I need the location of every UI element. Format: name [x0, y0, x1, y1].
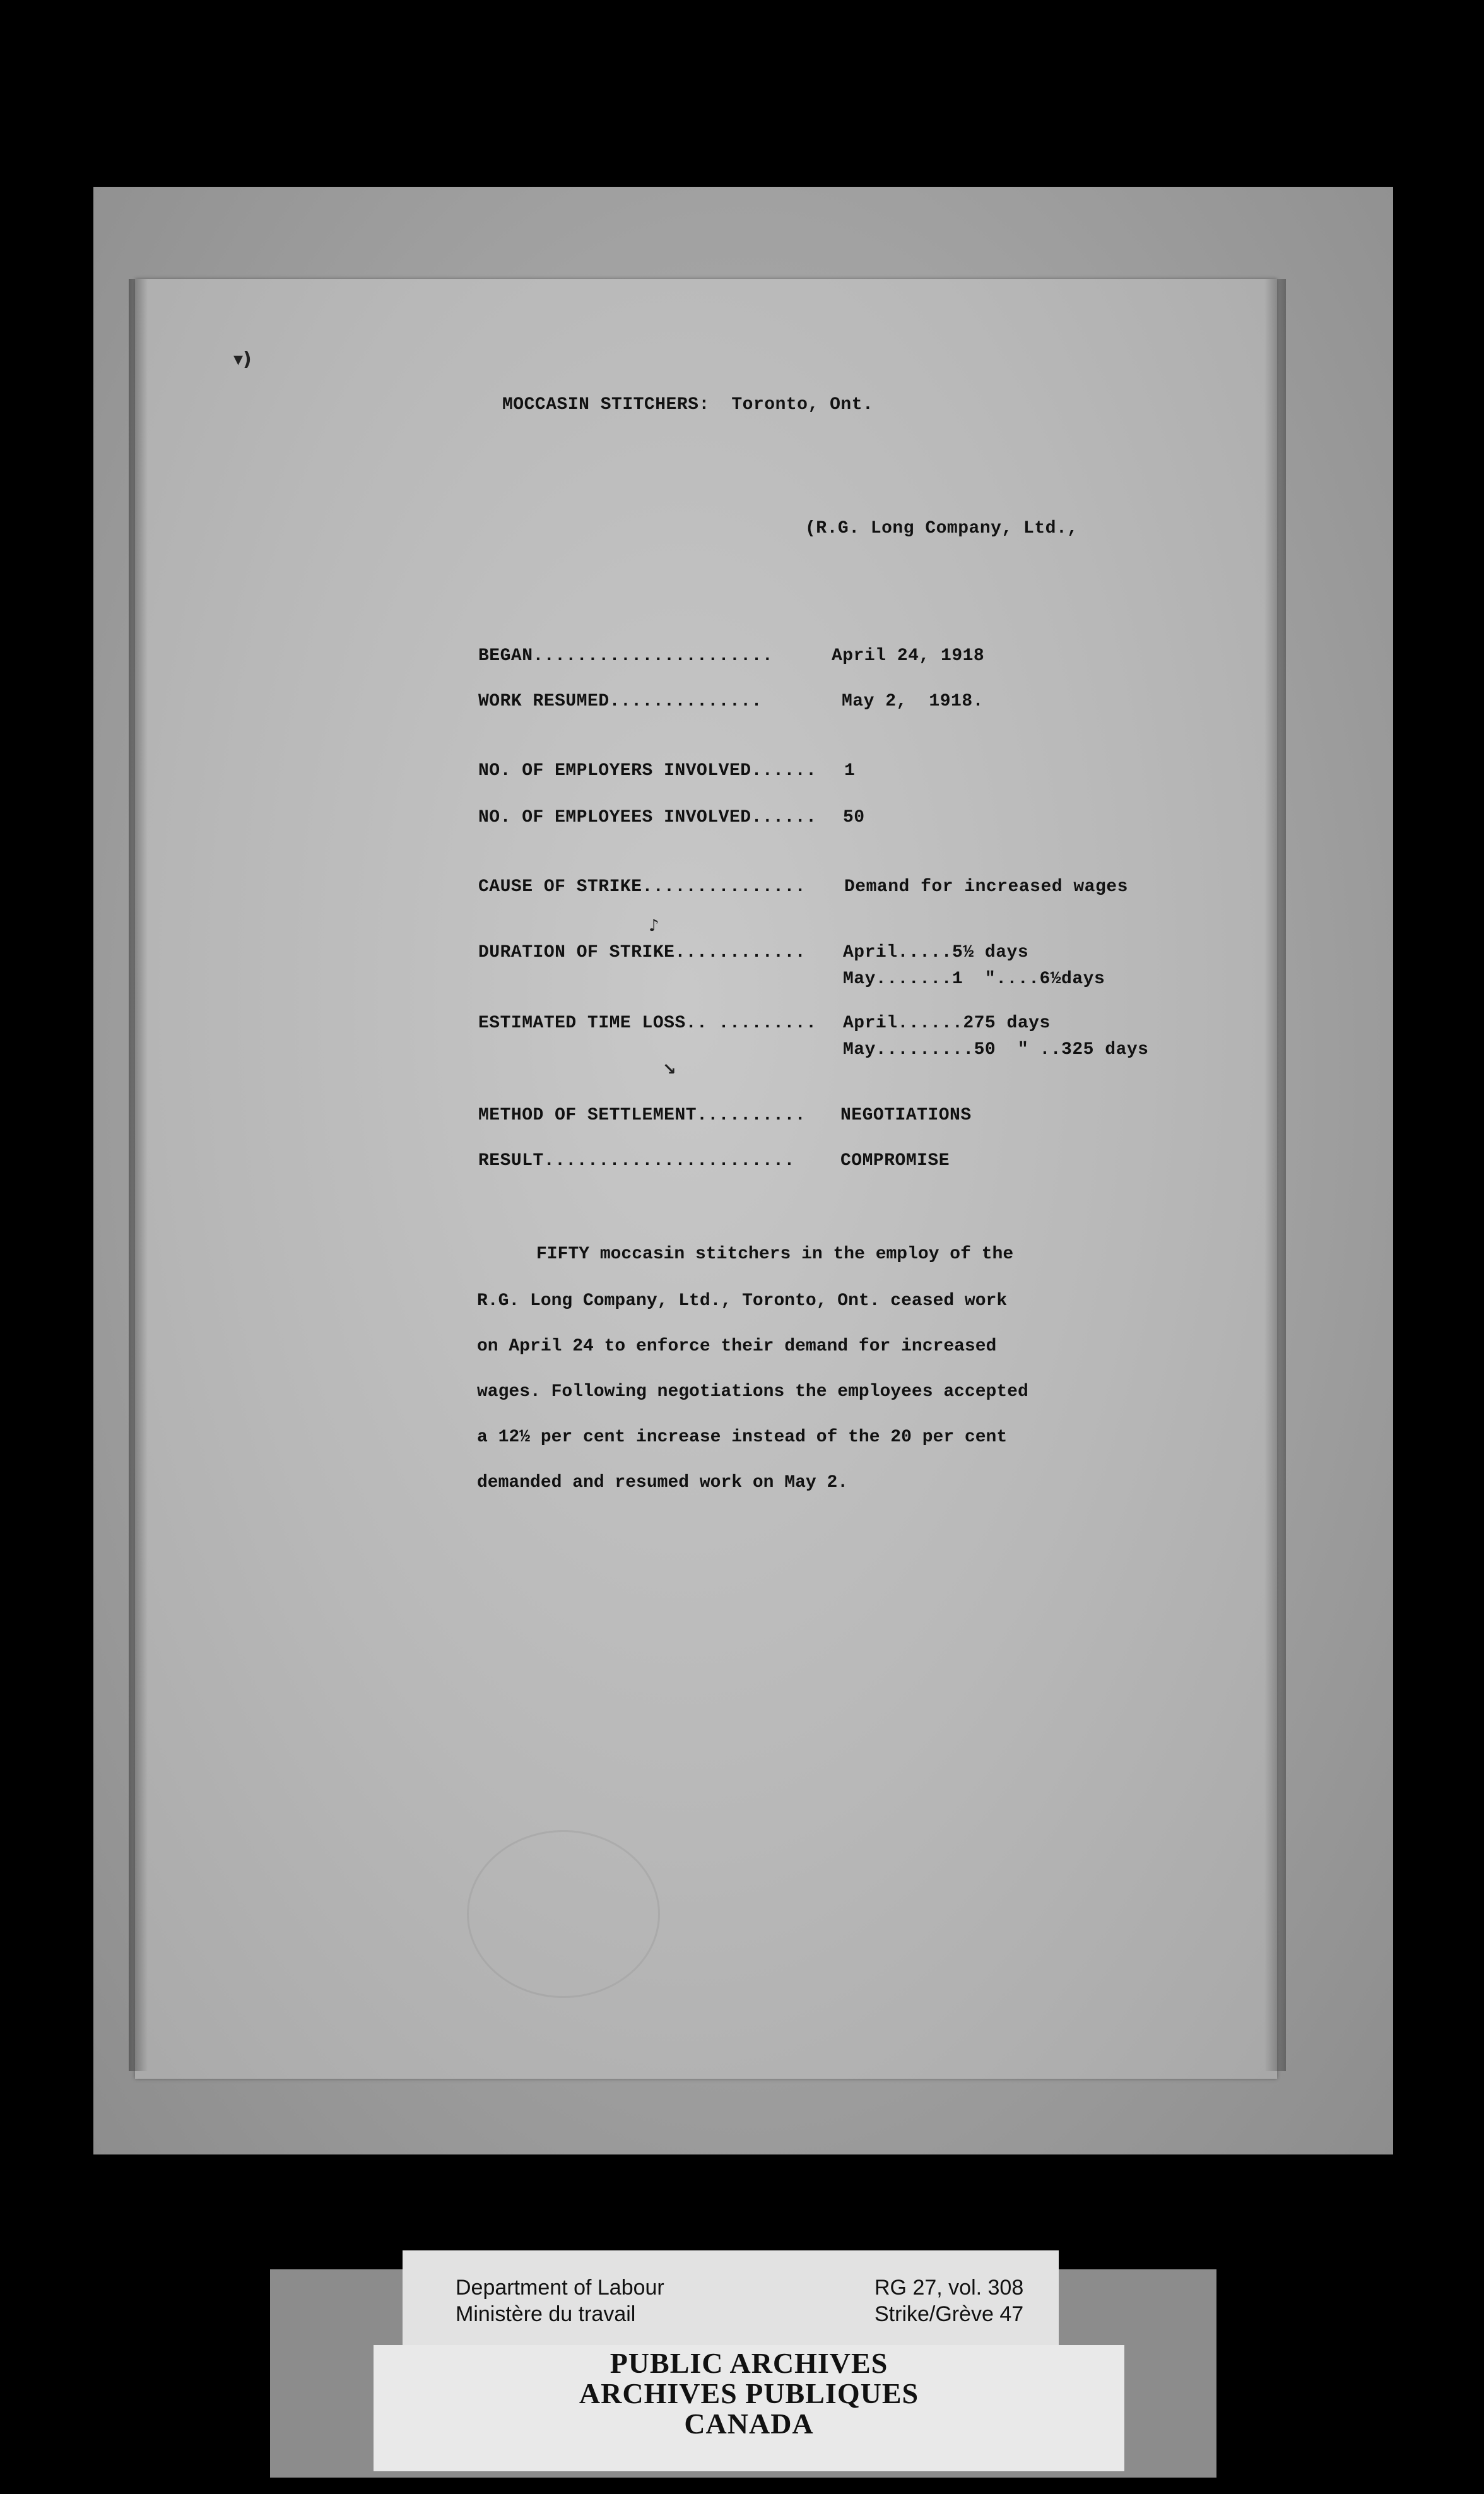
employers-label: NO. OF EMPLOYERS INVOLVED......: [478, 761, 817, 781]
employers-value: 1: [844, 761, 856, 781]
stray-mark: ♪: [649, 916, 659, 935]
cause-value: Demand for increased wages: [844, 877, 1128, 897]
began-label: BEGAN......................: [478, 646, 774, 666]
stamp-notch-right: [1097, 2279, 1124, 2334]
work-resumed-label: WORK RESUMED..............: [478, 692, 762, 711]
stamp-notch-left: [374, 2279, 401, 2334]
narrative-line-4: wages. Following negotiations the employees accepted: [477, 1382, 1028, 1402]
duration-label: DURATION OF STRIKE............: [478, 943, 806, 962]
employees-value: 50: [843, 808, 865, 827]
time-loss-line-1: April......275 days: [843, 1014, 1051, 1033]
result-value: COMPROMISE: [840, 1151, 950, 1171]
work-resumed-value: May 2, 1918.: [842, 692, 984, 711]
duration-line-1: April.....5½ days: [843, 943, 1029, 962]
reference-volume: RG 27, vol. 308: [874, 2276, 1024, 2300]
narrative-line-2: R.G. Long Company, Ltd., Toronto, Ont. ceased work: [477, 1291, 1008, 1311]
time-loss-line-2: May.........50 " ..325 days: [843, 1040, 1149, 1060]
page-shadow-right: [1264, 279, 1286, 2071]
narrative-line-3: on April 24 to enforce their demand for increased: [477, 1337, 997, 1356]
stray-mark: ↘: [662, 1060, 676, 1079]
began-value: April 24, 1918: [832, 646, 985, 666]
company-name: (R.G. Long Company, Ltd.,: [805, 519, 1078, 538]
narrative-line-6: demanded and resumed work on May 2.: [477, 1473, 849, 1492]
archives-country: CANADA: [684, 2408, 814, 2440]
page-shadow-left: [129, 279, 148, 2071]
archives-english: PUBLIC ARCHIVES: [610, 2347, 888, 2379]
narrative-line-5: a 12½ per cent increase instead of the 20 per cent: [477, 1427, 1008, 1447]
typed-page: [135, 279, 1277, 2079]
document-title: MOCCASIN STITCHERS: Toronto, Ont.: [502, 395, 874, 415]
archives-french: ARCHIVES PUBLIQUES: [579, 2377, 919, 2409]
settlement-label: METHOD OF SETTLEMENT..........: [478, 1106, 806, 1125]
cause-label: CAUSE OF STRIKE...............: [478, 877, 806, 897]
duration-line-2: May.......1 "....6½days: [843, 969, 1105, 989]
department-french: Ministère du travail: [456, 2302, 636, 2326]
result-label: RESULT.......................: [478, 1151, 795, 1171]
narrative-line-1: FIFTY moccasin stitchers in the employ of the: [536, 1244, 1014, 1264]
settlement-value: NEGOTIATIONS: [840, 1106, 972, 1125]
department-english: Department of Labour: [456, 2276, 664, 2300]
reference-strike-number: Strike/Grève 47: [874, 2302, 1024, 2326]
employees-label: NO. OF EMPLOYEES INVOLVED......: [478, 808, 817, 827]
stray-mark: ▾): [233, 348, 252, 370]
faint-seal-mark: [467, 1830, 660, 1998]
time-loss-label: ESTIMATED TIME LOSS.. .........: [478, 1014, 817, 1033]
